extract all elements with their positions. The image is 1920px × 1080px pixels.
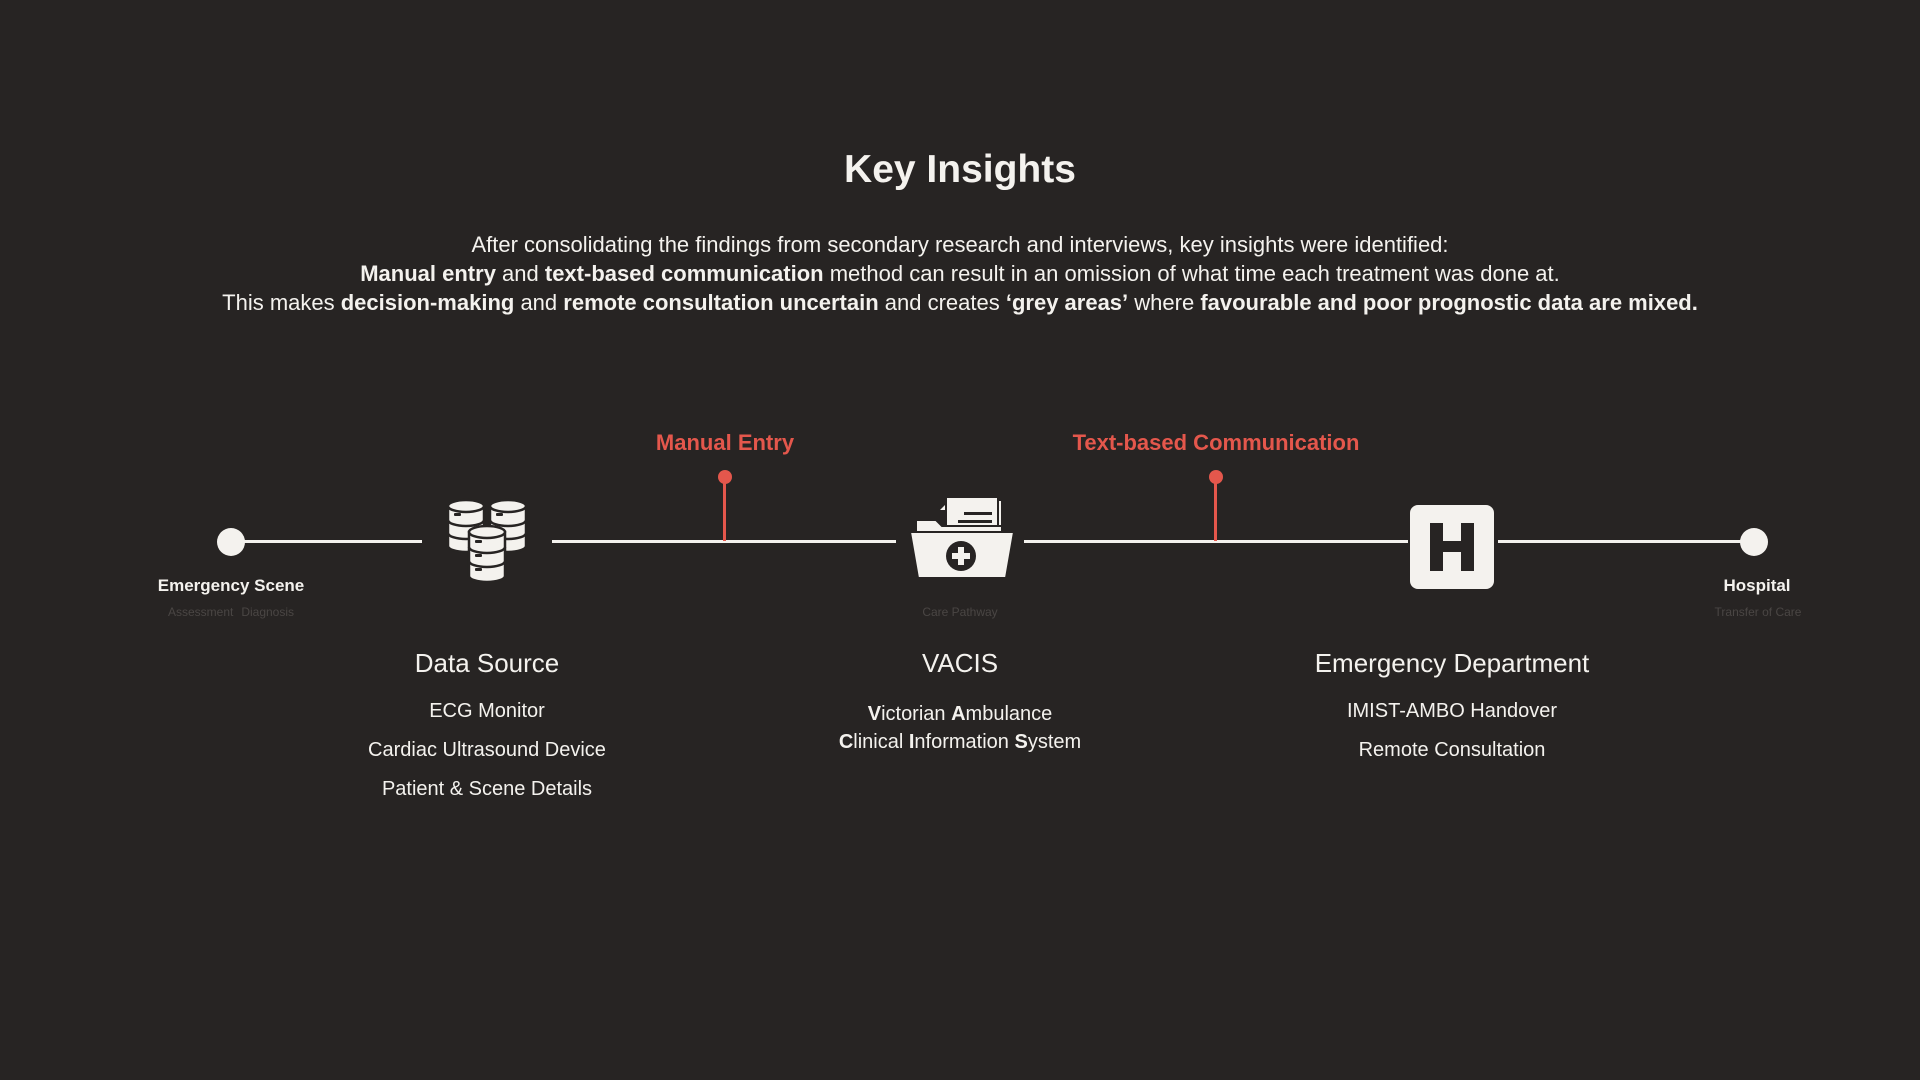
timeline-start-sublabel-diagnosis: Diagnosis xyxy=(241,605,295,619)
timeline-end-dot xyxy=(1740,528,1768,556)
pin-stem-text-based-communication xyxy=(1214,477,1217,541)
pin-label-text-based-communication: Text-based Communication xyxy=(1072,430,1360,455)
emergency-department-list xyxy=(1242,700,1662,778)
timeline-start-dot xyxy=(217,528,245,556)
emergency-department-title: Emergency Department xyxy=(1314,648,1590,678)
database-icon xyxy=(440,498,534,588)
timeline-start-sublabels xyxy=(121,605,341,619)
timeline-start-sublabel-assessment: Assessment xyxy=(167,605,234,619)
timeline-end-sublabel: Transfer of Care xyxy=(1714,605,1802,619)
intro-line-2: Manual entry and text-based communication method can result in an omission of what time each treatment was done at. xyxy=(360,261,1560,286)
vacis-title: VACIS xyxy=(921,648,999,678)
pin-label-manual-entry: Manual Entry xyxy=(655,430,795,455)
pin-stem-manual-entry xyxy=(723,477,726,541)
page-title: Key Insights xyxy=(844,148,1076,191)
timeline-segment-4 xyxy=(1498,540,1754,543)
hospital-icon xyxy=(1410,505,1494,589)
data-source-list xyxy=(277,700,697,817)
medical-folder-icon xyxy=(908,494,1016,584)
vacis-line-2: Clinical Information System xyxy=(838,731,1082,753)
list-item: IMIST-AMBO Handover xyxy=(1346,700,1558,722)
timeline-end-label: Hospital xyxy=(1723,576,1791,595)
list-item: Patient & Scene Details xyxy=(381,778,593,800)
timeline-segment-1 xyxy=(240,540,422,543)
vacis-expansion xyxy=(750,700,1170,756)
list-item: Remote Consultation xyxy=(1358,739,1546,761)
data-source-title: Data Source xyxy=(414,648,560,678)
intro-line-3: This makes decision-making and remote consultation uncertain and creates ‘grey areas’ where favourable and poor prognostic data are mixed. xyxy=(222,290,1698,315)
vacis-line-1: Victorian Ambulance xyxy=(867,703,1053,725)
intro-text xyxy=(0,230,1920,317)
timeline-start-label: Emergency Scene xyxy=(157,576,305,595)
timeline-middle-sublabel: Care Pathway xyxy=(922,605,998,619)
list-item: ECG Monitor xyxy=(429,700,545,722)
list-item: Cardiac Ultrasound Device xyxy=(368,739,606,761)
intro-line-1: After consolidating the findings from secondary research and interviews, key insights were identified: xyxy=(471,232,1449,257)
